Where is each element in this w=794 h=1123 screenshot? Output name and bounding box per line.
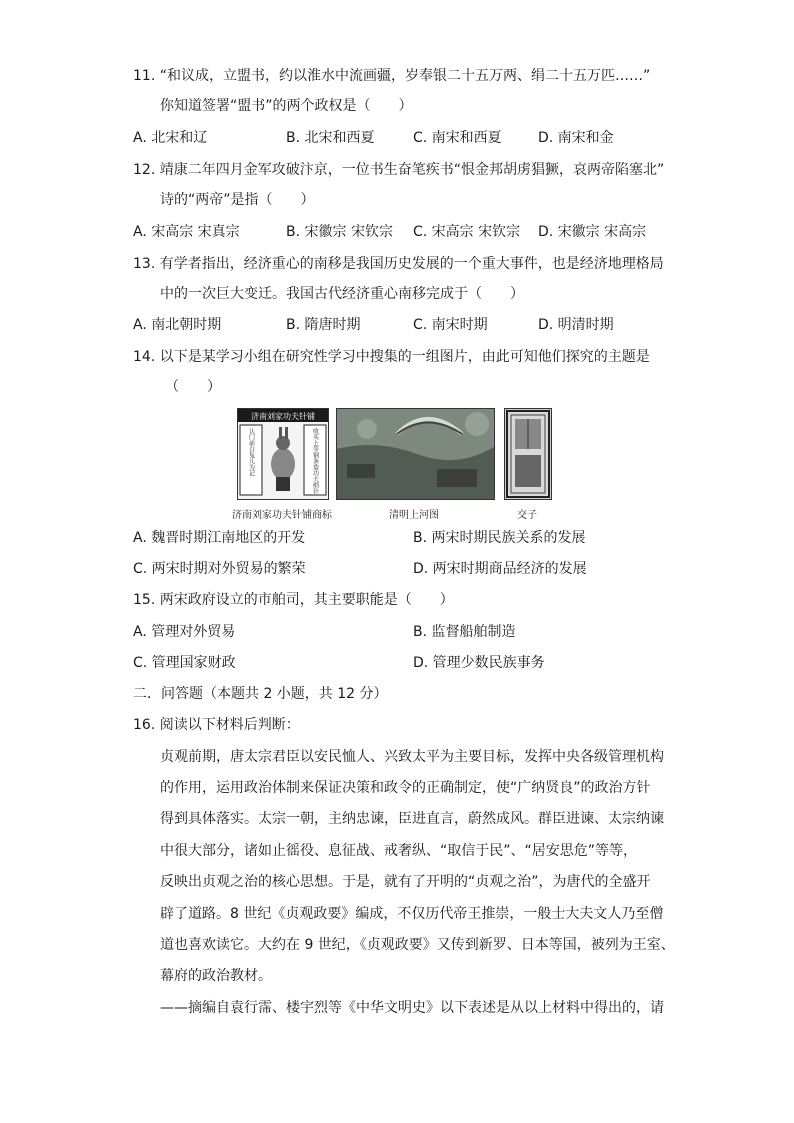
q16-material-line-4: 中很大部分，诸如止徭役、息征战、戒奢纵、“取信于民”、“居安思危”等等， [160,843,638,859]
q13-option-a[interactable]: A. 南北朝时期 [133,317,222,333]
q11-option-a[interactable]: A. 北宋和辽 [133,130,208,146]
jiaozi-image [504,408,552,500]
trademark-left-text: 认门前白兔儿为记 [247,428,255,476]
q16-material-line-2: 的作用，运用政治体制来保证决策和政令的正确制定，使“广纳贤良”的政治方针 [160,780,651,796]
q15-option-a[interactable]: A. 管理对外贸易 [133,624,236,640]
q11-option-b[interactable]: B. 北宋和西夏 [286,130,375,146]
q16-material-source: ——摘编自袁行霈、楼宇烈等《中华文明史》以下表述是从以上材料中得出的，请 [160,1000,664,1016]
q16-material-line-8: 幕府的政治教材。 [160,968,272,984]
q16-material-line-7: 道也喜欢读它。大约在 9 世纪，《贞观政要》又传到新罗、日本等国，被列为王室、 [160,937,675,953]
q16-material-line-5: 反映出贞观之治的核心思想。于是，就有了开明的“贞观之治”，为唐代的全盛开 [160,874,651,890]
q12-stem-line2: 诗的“两帝”是指（ ） [160,192,315,208]
trademark-right-text: 收买上等钢条造功夫细针 [311,428,319,494]
q12-option-b[interactable]: B. 宋徽宗 宋钦宗 [286,224,393,240]
qingming-painting-image [336,408,495,500]
q11-stem-line2: 你知道签署“盟书”的两个政权是（ ） [160,98,413,114]
q11-stem-line1: 11. “和议成，立盟书，约以淮水中流画疆，岁奉银二十五万两、绢二十五万匹……” [133,68,651,84]
q16-material-line-1: 贞观前期，唐太宗君臣以安民恤人、兴致太平为主要目标，发挥中央各级管理机构 [160,749,664,765]
trademark-caption: 济南刘家功夫针铺商标 [232,510,332,521]
q14-stem-line1: 14. 以下是某学习小组在研究性学习中搜集的一组图片，由此可知他们探究的主题是 [133,349,650,365]
q13-option-b[interactable]: B. 隋唐时期 [286,317,361,333]
q15-option-d[interactable]: D. 管理少数民族事务 [413,655,545,671]
q12-option-a[interactable]: A. 宋高宗 宋真宗 [133,224,240,240]
q13-stem-line2: 中的一次巨大变迁。我国古代经济重心南移完成于（ ） [160,286,524,302]
section-2-title: 二．问答题（本题共 2 小题，共 12 分） [133,686,388,702]
q11-option-d[interactable]: D. 南宋和金 [538,130,614,146]
q14-option-d[interactable]: D. 两宋时期商品经济的发展 [413,561,587,577]
q12-option-c[interactable]: C. 宋高宗 宋钦宗 [413,224,521,240]
q15-option-b[interactable]: B. 监督船舶制造 [413,624,516,640]
q13-option-c[interactable]: C. 南宋时期 [413,317,488,333]
qingming-caption: 清明上河图 [389,510,439,521]
q14-stem-line2: （ ） [165,379,221,395]
q12-stem-line1: 12. 靖康二年四月金军攻破汴京，一位书生奋笔疾书“恨金邦胡虏猖獗，哀两帝陷塞北” [133,162,665,178]
q11-option-c[interactable]: C. 南宋和西夏 [413,130,502,146]
q16-stem: 16. 阅读以下材料后判断： [133,717,300,733]
q14-option-b[interactable]: B. 两宋时期民族关系的发展 [413,530,586,546]
q16-material-line-6: 辟了道路。8 世纪《贞观政要》编成，不仅历代帝王推崇，一般士大夫文人乃至僧 [160,906,664,922]
trademark-drawing [238,409,328,499]
q15-stem: 15. 两宋政府设立的市舶司，其主要职能是（ ） [133,592,454,608]
q15-option-c[interactable]: C. 管理国家财政 [133,655,236,671]
q14-option-c[interactable]: C. 两宋时期对外贸易的繁荣 [133,561,306,577]
q12-option-d[interactable]: D. 宋徽宗 宋高宗 [538,224,647,240]
q13-option-d[interactable]: D. 明清时期 [538,317,614,333]
jiaozi-drawing [505,409,551,499]
trademark-image [237,408,329,500]
jiaozi-caption: 交子 [517,510,537,521]
qingming-painting-drawing [337,409,494,499]
trademark-header-text: 济南刘家功夫针铺 [251,412,315,421]
q14-option-a[interactable]: A. 魏晋时期江南地区的开发 [133,530,306,546]
q13-stem-line1: 13. 有学者指出，经济重心的南移是我国历史发展的一个重大事件，也是经济地理格局 [133,256,664,272]
q16-material-line-3: 得到具体落实。太宗一朝，主纳忠谏，臣进直言，蔚然成风。群臣进谏、太宗纳谏 [160,811,664,827]
